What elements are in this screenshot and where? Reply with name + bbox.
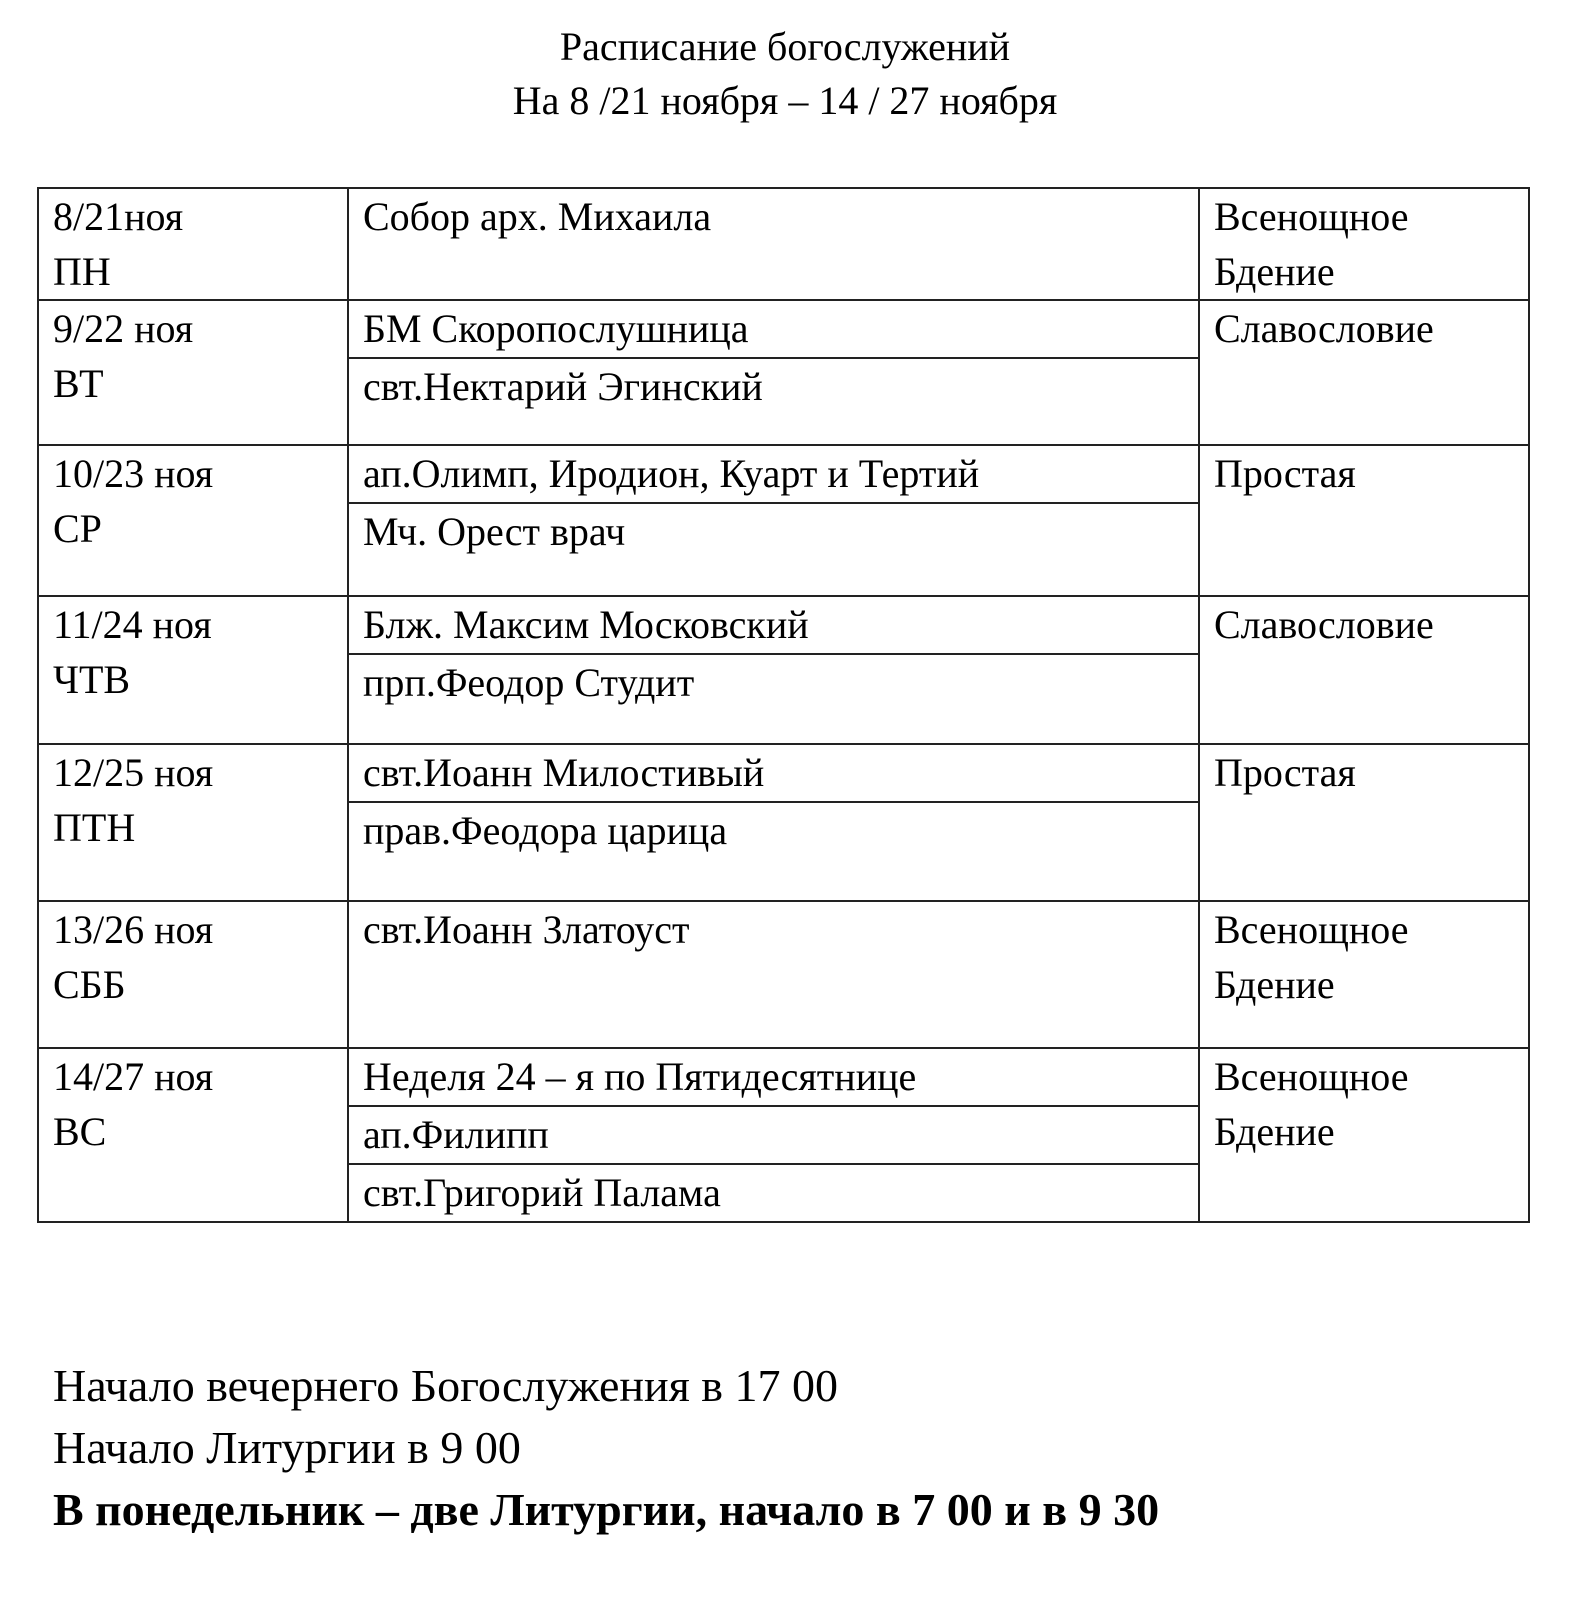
document-title: Расписание богослужений xyxy=(559,24,1011,69)
event: свт.Иоанн Златоуст xyxy=(363,907,690,952)
events-cell xyxy=(348,1048,1199,1222)
weekday: ЧТВ xyxy=(53,657,131,702)
service-type: Славословие xyxy=(1214,602,1434,647)
events-cell xyxy=(348,901,1199,1048)
service-cell xyxy=(1199,901,1529,1048)
weekday: ПН xyxy=(53,249,111,294)
service-cell xyxy=(1199,300,1529,445)
service-type: Простая xyxy=(1214,750,1356,795)
event: Неделя 24 – я по Пятидесятнице xyxy=(349,1049,1198,1107)
service-type: Всенощное xyxy=(1214,1054,1409,1099)
service-cell xyxy=(1199,596,1529,744)
event: свт.Иоанн Милостивый xyxy=(349,745,1198,803)
service-type: Бдение xyxy=(1214,1109,1335,1154)
weekday: СР xyxy=(53,506,102,551)
weekday: ВТ xyxy=(53,361,104,406)
table-row xyxy=(38,445,1529,596)
event: прав.Феодора царица xyxy=(363,808,728,853)
weekday: ПТН xyxy=(53,805,136,850)
date: 11/24 ноя xyxy=(53,602,212,647)
service-type: Простая xyxy=(1214,451,1356,496)
event: ап.Филипп xyxy=(349,1107,1198,1165)
date-cell xyxy=(38,1048,348,1222)
liturgy-note: Начало Литургии в 9 00 xyxy=(53,1422,521,1473)
evening-service-note: Начало вечернего Богослужения в 17 00 xyxy=(53,1360,838,1411)
date: 8/21ноя xyxy=(53,194,184,239)
event: прп.Феодор Студит xyxy=(363,660,695,705)
table-row xyxy=(38,1048,1529,1222)
date-cell xyxy=(38,188,348,300)
table-row xyxy=(38,744,1529,901)
event: Мч. Орест врач xyxy=(363,509,626,554)
monday-note: В понедельник – две Литургии, начало в 7 00 и в 9 30 xyxy=(53,1484,1160,1535)
document-subtitle: На 8 /21 ноября – 14 / 27 ноября xyxy=(512,78,1058,123)
events-cell xyxy=(348,744,1199,901)
event: свт.Нектарий Эгинский xyxy=(363,364,763,409)
service-cell xyxy=(1199,1048,1529,1222)
events-cell xyxy=(348,445,1199,596)
service-type: Всенощное xyxy=(1214,907,1409,952)
table-row xyxy=(38,188,1529,300)
service-cell xyxy=(1199,445,1529,596)
date: 13/26 ноя xyxy=(53,907,214,952)
events-cell xyxy=(348,300,1199,445)
events-cell xyxy=(348,188,1199,300)
schedule-table xyxy=(37,187,1530,1223)
table-row xyxy=(38,596,1529,744)
date: 14/27 ноя xyxy=(53,1054,214,1099)
service-type: Бдение xyxy=(1214,249,1335,294)
weekday: ВС xyxy=(53,1109,107,1154)
table-row xyxy=(38,300,1529,445)
date-cell xyxy=(38,744,348,901)
date: 10/23 ноя xyxy=(53,451,214,496)
weekday: СББ xyxy=(53,962,126,1007)
event: Блж. Максим Московский xyxy=(349,597,1198,655)
table-row xyxy=(38,901,1529,1048)
notes xyxy=(53,1355,1159,1541)
service-type: Всенощное xyxy=(1214,194,1409,239)
service-type: Бдение xyxy=(1214,962,1335,1007)
date-cell xyxy=(38,300,348,445)
date-cell xyxy=(38,596,348,744)
event: свт.Григорий Палама xyxy=(363,1170,721,1215)
event: ап.Олимп, Иродион, Куарт и Тертий xyxy=(349,446,1198,504)
date: 9/22 ноя xyxy=(53,306,194,351)
date-cell xyxy=(38,445,348,596)
date: 12/25 ноя xyxy=(53,750,214,795)
date-cell xyxy=(38,901,348,1048)
event: Собор арх. Михаила xyxy=(363,194,712,239)
service-cell xyxy=(1199,744,1529,901)
service-type: Славословие xyxy=(1214,306,1434,351)
service-cell xyxy=(1199,188,1529,300)
events-cell xyxy=(348,596,1199,744)
event: БМ Скоропослушница xyxy=(349,301,1198,359)
